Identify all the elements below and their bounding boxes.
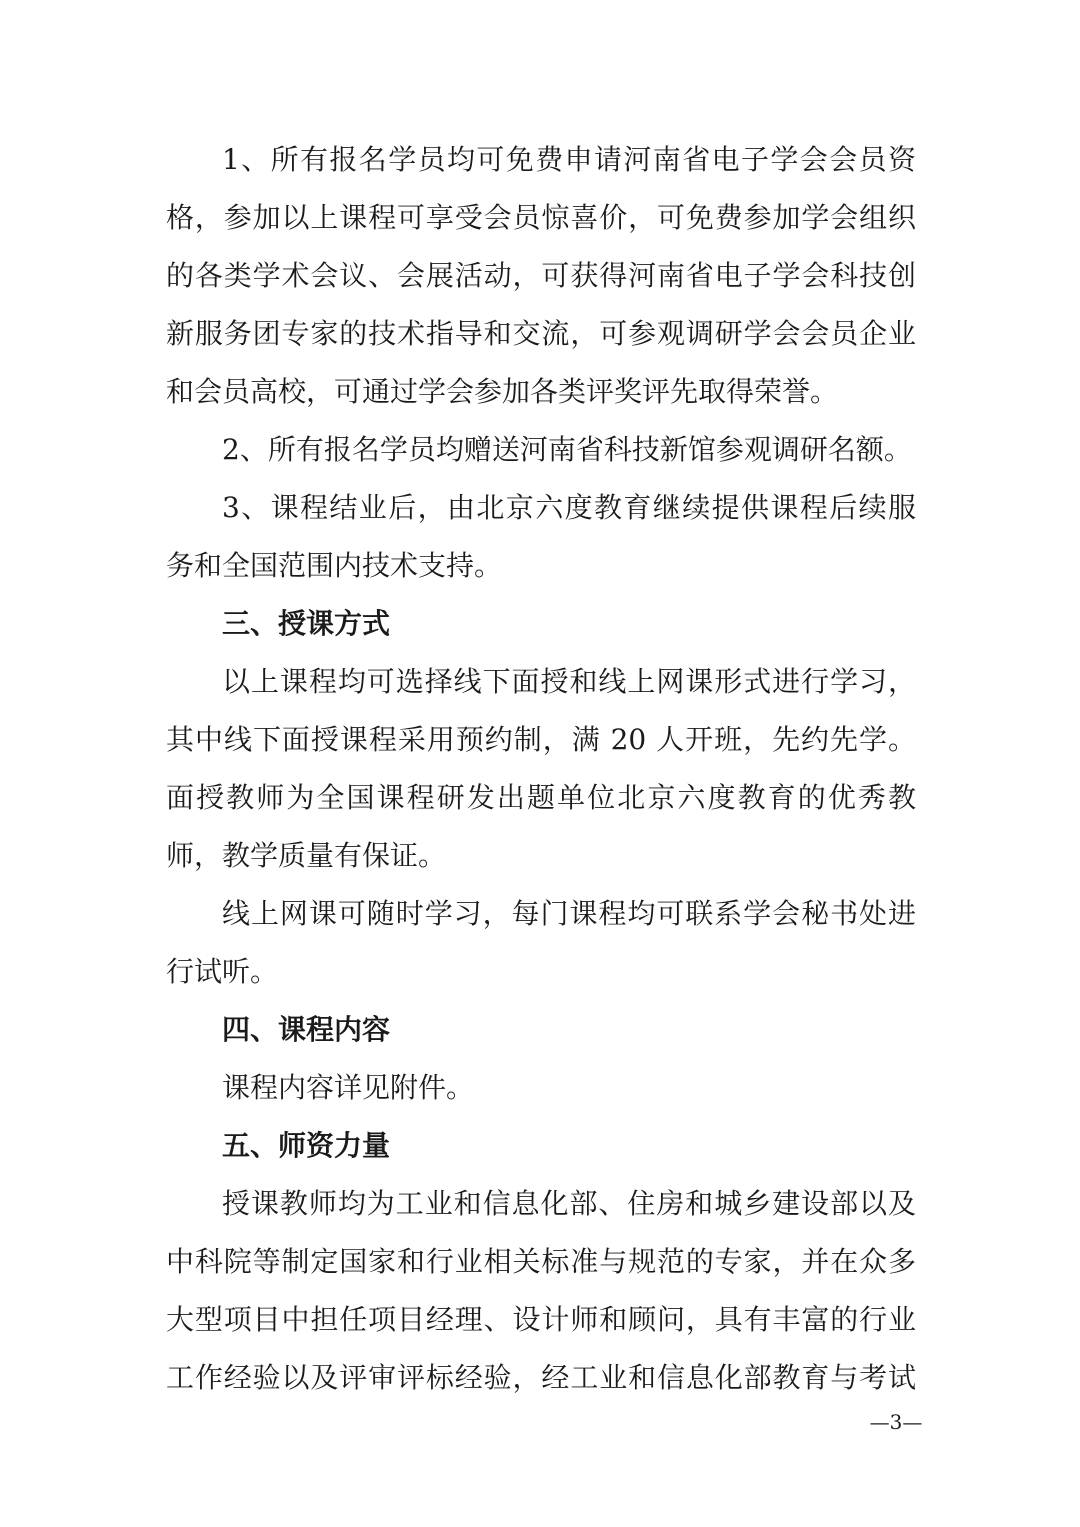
paragraph-line: 工作经验以及评审评标经验，经工业和信息化部教育与考试: [166, 1361, 916, 1394]
section-heading-faculty: 五、师资力量: [222, 1129, 391, 1162]
paragraph-line: 务和全国范围内技术支持。: [166, 549, 503, 582]
section-heading-course-content: 四、课程内容: [222, 1013, 391, 1046]
paragraph-line: 和会员高校，可通过学会参加各类评奖评先取得荣誉。: [166, 375, 839, 408]
paragraph-line: 大型项目中担任项目经理、设计师和顾问，具有丰富的行业: [166, 1303, 916, 1336]
paragraph-line: 3、课程结业后，由北京六度教育继续提供课程后续服: [222, 491, 916, 524]
paragraph-line: 师，教学质量有保证。: [166, 839, 447, 872]
document-body: [166, 131, 916, 1407]
paragraph-line: 线上网课可随时学习，每门课程均可联系学会秘书处进: [222, 897, 916, 930]
paragraph-line: 的各类学术会议、会展活动，可获得河南省电子学会科技创: [166, 259, 916, 292]
paragraph-line: 中科院等制定国家和行业相关标准与规范的专家，并在众多: [166, 1245, 916, 1278]
paragraph-line: 其中线下面授课程采用预约制，满 20 人开班，先约先学。: [166, 723, 916, 756]
section-heading-teaching-method: 三、授课方式: [222, 607, 391, 640]
paragraph-line: 新服务团专家的技术指导和交流，可参观调研学会会员企业: [166, 317, 916, 350]
paragraph-line: 1、所有报名学员均可免费申请河南省电子学会会员资: [222, 143, 916, 176]
paragraph-line: 行试听。: [166, 955, 279, 988]
paragraph-line: 以上课程均可选择线下面授和线上网课形式进行学习，: [222, 665, 916, 698]
paragraph-line: 2、所有报名学员均赠送河南省科技新馆参观调研名额。: [222, 433, 912, 466]
paragraph-line: 课程内容详见附件。: [222, 1071, 475, 1104]
paragraph-line: 格，参加以上课程可享受会员惊喜价，可免费参加学会组织: [166, 201, 916, 234]
paragraph-line: 面授教师为全国课程研发出题单位北京六度教育的优秀教: [166, 781, 916, 814]
paragraph-line: 授课教师均为工业和信息化部、住房和城乡建设部以及: [222, 1187, 916, 1220]
page-number: —3—: [869, 1410, 923, 1434]
